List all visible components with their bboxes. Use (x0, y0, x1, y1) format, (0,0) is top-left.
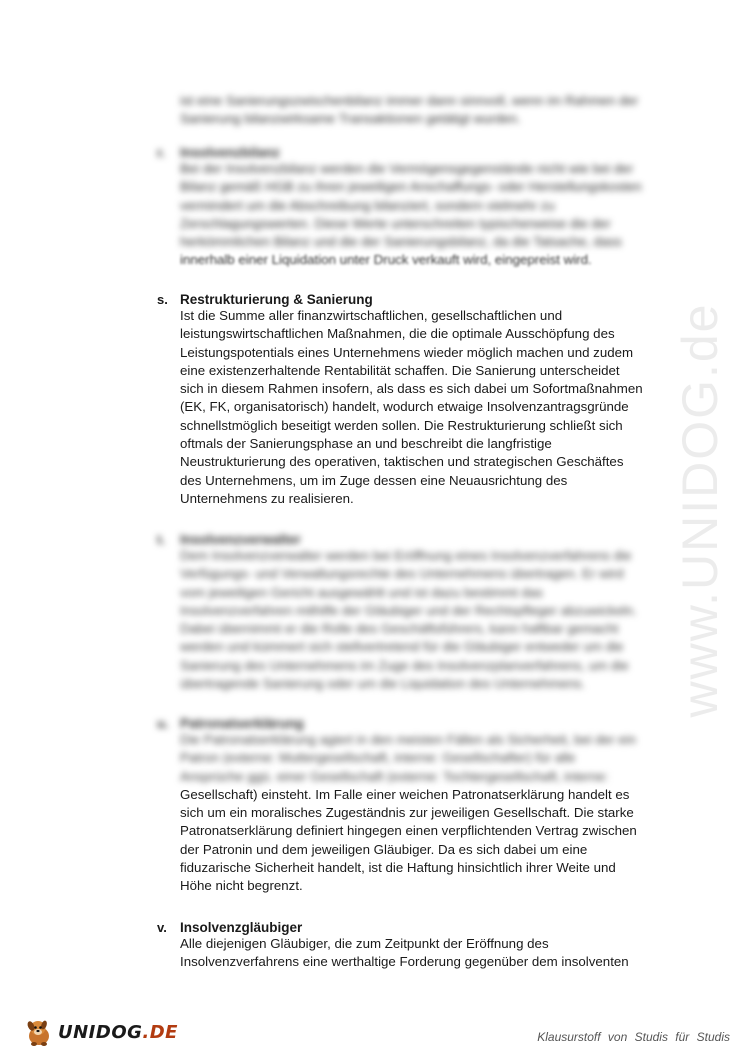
text-line: Neustrukturierung des operativen, taktischen und strategischen Geschäftes (180, 454, 624, 470)
text-line: (EK, FK, organisatorisch) handelt, wodurch etwaige Insolvenzantragsgründe (180, 399, 629, 415)
entry-term: Patronatserklärung (180, 716, 304, 731)
text-line: Alle diejenigen Gläubiger, die zum Zeitpunkt der Eröffnung des (180, 936, 549, 951)
entry-head (157, 145, 677, 160)
entry-letter: s. (157, 292, 168, 307)
entry-body (180, 160, 677, 270)
entry-head (157, 532, 677, 547)
text-line: Die Patronatserklärung agiert in den meisten Fällen als Sicherheit, bei der ein (180, 732, 637, 747)
logo-wordmark: UNIDOG.DE (58, 1021, 178, 1043)
entry-letter: r. (157, 145, 165, 160)
unidog-logo[interactable] (22, 1016, 178, 1048)
entry-term: Restrukturierung & Sanierung (180, 292, 373, 307)
text-line: Leistungspotentials eines Unternehmens wieder möglich machen und zudem (180, 344, 634, 360)
entry-letter: t. (157, 532, 165, 547)
entry-term: Insolvenzverwalter (180, 532, 301, 547)
text-line: Ansprüche ggü. einer Gesellschaft (externe: Tochtergesellschaft, interne: (180, 768, 609, 784)
text-line: übertragende Sanierung oder um die Liquidation des Unternehmens. (180, 676, 586, 692)
top-fragment-body (180, 92, 677, 129)
text-line: eine existenzerhaltende Rentabilität schaffen. Die Sanierung unterscheidet (180, 362, 620, 378)
text-line: Dem Insolvenzverwalter werden bei Eröffnung eines Insolvenzverfahrens die (180, 548, 632, 563)
entry-term: Insolvenzgläubiger (180, 920, 303, 935)
text-line: Sanierung des Unternehmens im Zuge des Insolvenzplanverfahrens, um die (180, 657, 629, 673)
entry-letter: v. (157, 920, 167, 935)
text-line: des Unternehmens, um im Zuge dessen eine Neuausrichtung des (180, 472, 568, 488)
text-line: vom jeweiligen Gericht ausgewählt und ist dazu bestimmt das (180, 584, 543, 600)
entry-head (157, 920, 677, 935)
text-line: Insolvenzverfahrens eine werthaltige Forderung gegenüber dem insolventen (180, 954, 629, 970)
text-line: sich in diesem Rahmen insofern, als dass es sich dabei um Sofortmaßnahmen (180, 381, 643, 397)
text-line: Patron (externe: Muttergesellschaft, interne: Gesellschafter) für alle (180, 750, 576, 766)
text-line: Bei der Insolvenzbilanz werden die Vermögensgegenstände nicht wie bei der (180, 161, 634, 176)
entry-head (157, 292, 677, 307)
text-line: Patronatserklärung definiert hingegen einen verpflichtenden Vertrag zwischen (180, 823, 637, 839)
watermark (670, 280, 730, 740)
text-line: Dabei übernimmt er die Rolle des Geschäftsführers, kann haftbar gemacht (180, 621, 619, 637)
entry-term: Insolvenzbilanz (180, 145, 280, 160)
entry-body (180, 307, 677, 508)
text-line: Verfügungs- und Verwaltungsrechte des Unternehmens übertragen. Er wird (180, 566, 624, 582)
entry-body (180, 935, 677, 972)
entry-restrukturierung (157, 292, 677, 508)
text-line: Höhe nicht begrenzt. (180, 878, 303, 894)
dog-mascot-icon (22, 1016, 56, 1048)
text-line: Sanierung bilanzwirksame Transaktionen getätigt wurden. (180, 111, 521, 127)
text-line: fiduzarische Sicherheit handelt, ist die Haftung hinsichtlich ihrer Weite und (180, 860, 616, 876)
entry-body (180, 731, 677, 896)
top-fragment (157, 92, 677, 129)
entry-head (157, 716, 677, 731)
text-line: Gesellschaft) einsteht. Im Falle einer weichen Patronatserklärung handelt es (180, 786, 630, 802)
text-line: sich um ein moralisches Zugeständnis zur jeweiligen Gesellschaft. Die starke (180, 805, 634, 821)
text-line: ist eine Sanierungszwischenbilanz immer dann sinnvoll, wenn im Rahmen der (180, 93, 639, 108)
text-line: Insolvenzverfahren mithilfe der Gläubiger und der Rechtspfleger abzuwickeln. (180, 602, 637, 618)
text-line: schnellstmöglich beseitigt werden sollen. Die Restrukturierung schließt sich (180, 417, 623, 433)
text-line: vermindert um die Abschreibung bilanziert, sondern vielmehr zu (180, 197, 555, 213)
entry-patronatserklaerung (157, 716, 677, 896)
entry-insolvenzverwalter (157, 532, 677, 693)
footer-slogan: Klausurstoff von Studis für Studis (537, 1030, 730, 1044)
text-line: Bilanz gemäß HGB zu ihren jeweiligen Anschaffungs- oder Herstellungskosten (180, 179, 642, 195)
entry-insolvenzbilanz (157, 145, 677, 270)
text-line: innerhalb einer Liquidation unter Druck verkauft wird, eingepreist wird. (180, 252, 592, 268)
watermark-text: www.UNIDOG.de (672, 302, 728, 718)
text-line: Unternehmens zu realisieren. (180, 490, 354, 506)
text-line: der Patronin und dem jeweiligen Gläubiger. Da es sich dabei um eine (180, 841, 588, 857)
text-line: werden und kümmert sich stellvertretend für die Gläubiger entweder um die (180, 639, 624, 655)
entry-letter: u. (157, 716, 169, 731)
text-line: oftmals der Sanierungsphase an und beschreibt die langfristige (180, 436, 552, 452)
text-line: Ist die Summe aller finanzwirtschaftlichen, gesellschaftlichen und (180, 308, 563, 323)
text-line: herkömmlichen Bilanz und die der Sanierungsbilanz, da die Tatsache, dass (180, 234, 622, 250)
entry-insolvenzglaeubiger (157, 920, 677, 972)
text-line: leistungswirtschaftlichen Maßnahmen, die die optimale Ausschöpfung des (180, 326, 615, 342)
entry-body (180, 547, 677, 693)
text-line: Zerschlagungswerten. Diese Werte unterschreiten typischerweise die der (180, 215, 611, 231)
